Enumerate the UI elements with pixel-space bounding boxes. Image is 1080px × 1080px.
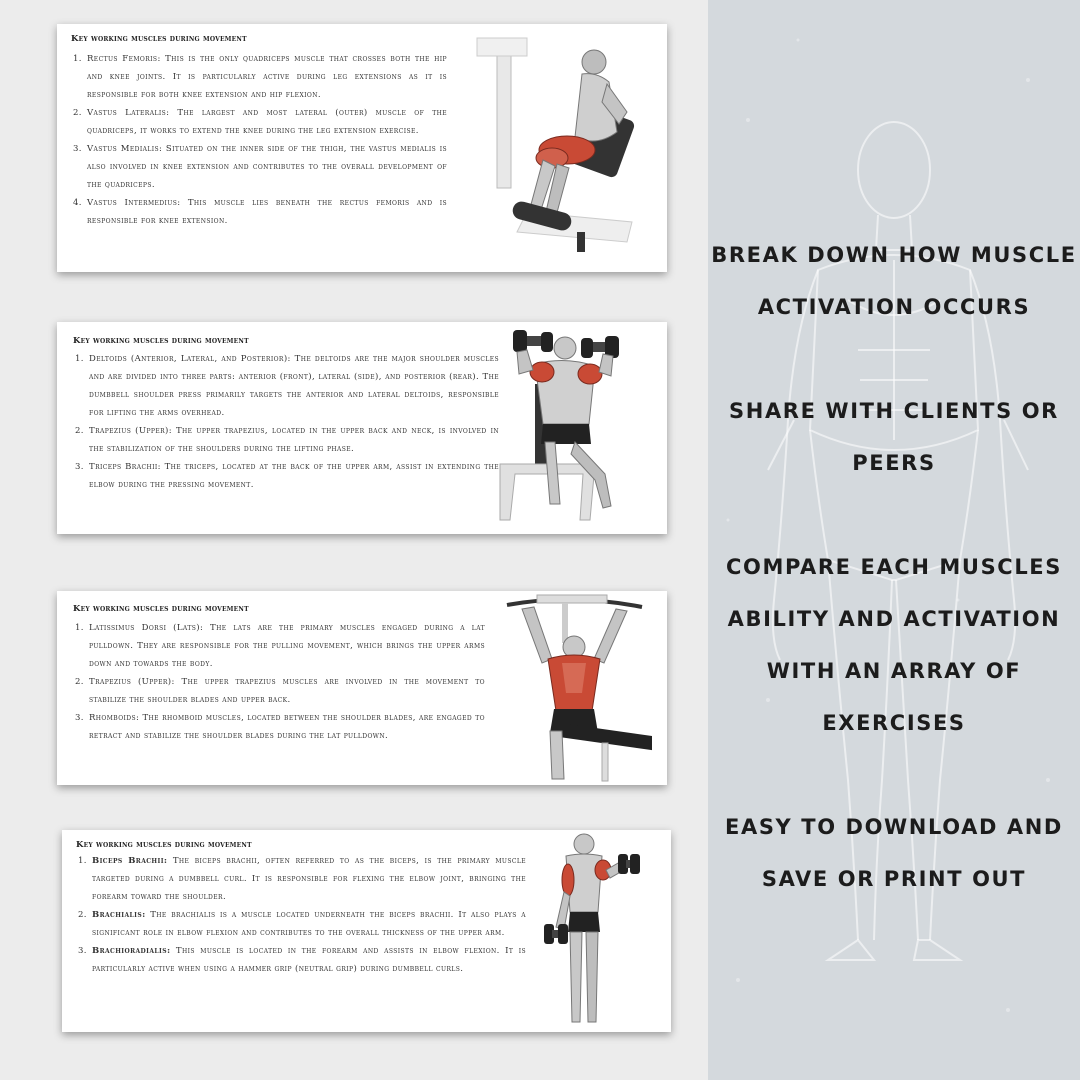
list-item: 3. Brachioradialis: This muscle is located in the forearm and assists in elbow flexion. It is particularly active when using a hammer grip (neutral grip) during dumbbell curls. xyxy=(90,942,526,978)
muscle-list xyxy=(59,350,499,494)
exercise-card-leg-extension xyxy=(57,24,667,272)
exercise-card-lat-pulldown xyxy=(57,591,667,785)
list-item: 2. Trapezius (Upper): The upper trapezius, located in the upper back and neck, is involved in the stabilization of the shoulders during the lifting phase. xyxy=(87,422,499,458)
list-item: 1. Biceps Brachii: The biceps brachii, often referred to as the biceps, is the primary muscle targeted during a dumbbell curl. It is responsible for flexing the elbow joint, bringing the forearm toward the shoulder. xyxy=(90,852,526,906)
list-item: 3. Triceps Brachii: The triceps, located at the back of the upper arm, assist in extending the elbow during the pressing movement. xyxy=(87,458,499,494)
dumbbell-shoulder-press-figure xyxy=(495,324,655,530)
exercise-card-dumbbell-curl xyxy=(62,830,671,1032)
list-item: 2. Brachialis: The brachialis is a muscle located underneath the biceps brachii. It also plays a significant role in elbow flexion and contributes to the overall thickness of the upper arm. xyxy=(90,906,526,942)
list-item: 3. Vastus Medialis: Situated on the inner side of the thigh, the vastus medialis is also involved in knee extension and contributes to the overall development of the quadriceps. xyxy=(85,140,447,194)
list-item: 4. Vastus Intermedius: This muscle lies beneath the rectus femoris and is responsible for knee extension. xyxy=(85,194,447,230)
benefit-text-download: EASY TO DOWNLOAD AND SAVE OR PRINT OUT xyxy=(725,815,1063,891)
leg-extension-figure xyxy=(457,32,657,264)
benefit-text-compare: COMPARE EACH MUSCLES ABILITY AND ACTIVATION WITH AN ARRAY OF EXERCISES xyxy=(726,555,1062,735)
muscle-list xyxy=(59,619,485,745)
card-heading: Key working muscles during movement xyxy=(73,604,249,614)
benefit-text-share: SHARE WITH CLIENTS OR PEERS xyxy=(729,399,1059,475)
list-item: 1. Deltoids (Anterior, Lateral, and Posterior): The deltoids are the major shoulder muscles and are divided into three parts: anterior (front), lateral (side), and posterior (rear). The dumbbell shoulder press primarily targets the anterior and lateral deltoids, responsible for lifting the arms overhead. xyxy=(87,350,499,422)
right-panel xyxy=(708,0,1080,1080)
list-item: 3. Rhomboids: The rhomboid muscles, located between the shoulder blades, are engaged to retract and stabilize the shoulder blades during the lat pulldown. xyxy=(87,709,485,745)
list-item: 1. Rectus Femoris: This is the only quadriceps muscle that crosses both the hip and knee joints. It is particularly active during leg extensions as it is responsible for both knee extension and hip flexion. xyxy=(85,50,447,104)
list-item: 1. Latissimus Dorsi (Lats): The lats are the primary muscles engaged during a lat pulldown. They are responsible for the pulling movement, which brings the upper arms down and towards the body. xyxy=(87,619,485,673)
card-heading: Key working muscles during movement xyxy=(73,336,249,346)
card-heading: Key working muscles during movement xyxy=(71,34,247,44)
muscle-list xyxy=(62,852,526,978)
dumbbell-curl-figure xyxy=(536,832,646,1030)
lat-pulldown-figure xyxy=(502,593,652,783)
benefit-text-muscle-activation: BREAK DOWN HOW MUSCLE ACTIVATION OCCURS xyxy=(711,243,1077,319)
anatomy-silhouette-icon xyxy=(708,0,1080,1080)
card-heading: Key working muscles during movement xyxy=(76,840,252,850)
list-item: 2. Trapezius (Upper): The upper trapezius muscles are involved in the movement to stabilize the shoulder blades and upper back. xyxy=(87,673,485,709)
list-item: 2. Vastus Lateralis: The largest and most lateral (outer) muscle of the quadriceps, it works to extend the knee during the leg extension exercise. xyxy=(85,104,447,140)
muscle-list xyxy=(57,50,447,230)
exercise-card-shoulder-press xyxy=(57,322,667,534)
